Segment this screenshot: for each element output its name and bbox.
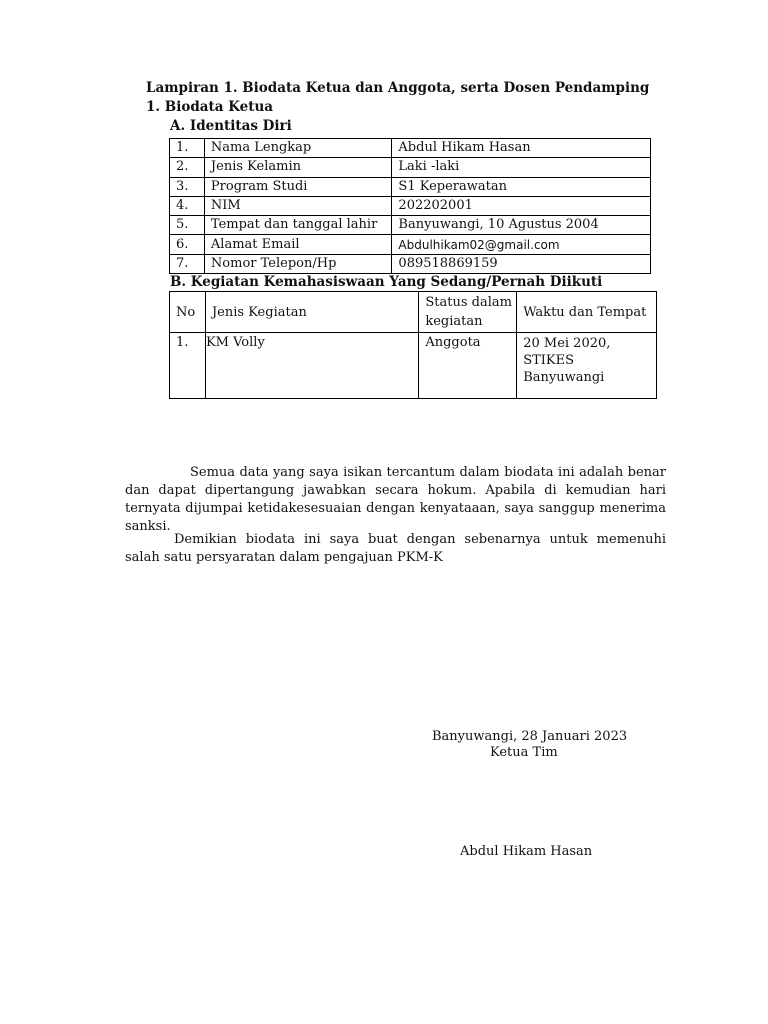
- identity-value: S1 Keperawatan: [392, 177, 651, 196]
- identity-field: Program Studi: [204, 177, 392, 196]
- identity-field: Tempat dan tanggal lahir: [204, 216, 392, 235]
- statement-paragraph-2: Demikian biodata ini saya buat dengan sebenarnya untuk memenuhi salah satu persyaratan dalam pengajuan PKM-K: [125, 532, 666, 565]
- activities-table: [169, 291, 657, 399]
- identity-no: 5.: [170, 216, 205, 235]
- table-row: [170, 254, 651, 273]
- header-waktu: Waktu dan Tempat: [517, 292, 657, 333]
- identity-field: Nama Lengkap: [204, 139, 392, 158]
- statement-paragraph-1: Semua data yang saya isikan tercantum dalam biodata ini adalah benar dan dapat dipertangung jawabkan secara hokum. Apabila di kemudian hari ternyata dijumpai ketidakesesuaian dengan kenyataaan, saya sanggup menerima sanksi.: [125, 465, 666, 534]
- table-row: [170, 235, 651, 254]
- section-biodata-ketua: 1. Biodata Ketua: [146, 99, 274, 115]
- identity-table: [169, 138, 651, 274]
- identity-value: Abdulhikam02@gmail.com: [392, 235, 651, 254]
- header-no: No: [170, 292, 206, 333]
- table-header-row: [170, 292, 657, 333]
- signature-place-date: Banyuwangi, 28 Januari 2023: [432, 729, 628, 744]
- table-row: [170, 139, 651, 158]
- table-row: [170, 333, 657, 399]
- signature-name: Abdul Hikam Hasan: [460, 844, 593, 859]
- identity-value: 089518869159: [392, 254, 651, 273]
- table-row: [170, 158, 651, 177]
- identity-field: Nomor Telepon/Hp: [204, 254, 392, 273]
- identity-field: Jenis Kelamin: [204, 158, 392, 177]
- document-title: Lampiran 1. Biodata Ketua dan Anggota, serta Dosen Pendamping: [146, 80, 650, 96]
- identity-value: Laki -laki: [392, 158, 651, 177]
- activity-waktu: 20 Mei 2020, STIKES Banyuwangi: [517, 333, 657, 399]
- identity-no: 4.: [170, 196, 205, 215]
- identity-value: Banyuwangi, 10 Agustus 2004: [392, 216, 651, 235]
- identity-field: NIM: [204, 196, 392, 215]
- subsection-kegiatan: B. Kegiatan Kemahasiswaan Yang Sedang/Pernah Diikuti: [170, 274, 603, 290]
- activity-no: 1.: [170, 333, 206, 399]
- identity-no: 2.: [170, 158, 205, 177]
- header-jenis: Jenis Kegiatan: [205, 292, 418, 333]
- activity-status: Anggota: [419, 333, 517, 399]
- table-row: [170, 216, 651, 235]
- table-row: [170, 196, 651, 215]
- identity-value: 202202001: [392, 196, 651, 215]
- identity-no: 1.: [170, 139, 205, 158]
- header-status: Status dalam kegiatan: [419, 292, 517, 333]
- identity-no: 3.: [170, 177, 205, 196]
- identity-field: Alamat Email: [204, 235, 392, 254]
- activity-jenis: KM Volly: [205, 333, 418, 399]
- subsection-identitas-diri: A. Identitas Diri: [170, 118, 292, 134]
- identity-no: 6.: [170, 235, 205, 254]
- identity-no: 7.: [170, 254, 205, 273]
- table-row: [170, 177, 651, 196]
- signature-role: Ketua Tim: [490, 745, 558, 760]
- identity-value: Abdul Hikam Hasan: [392, 139, 651, 158]
